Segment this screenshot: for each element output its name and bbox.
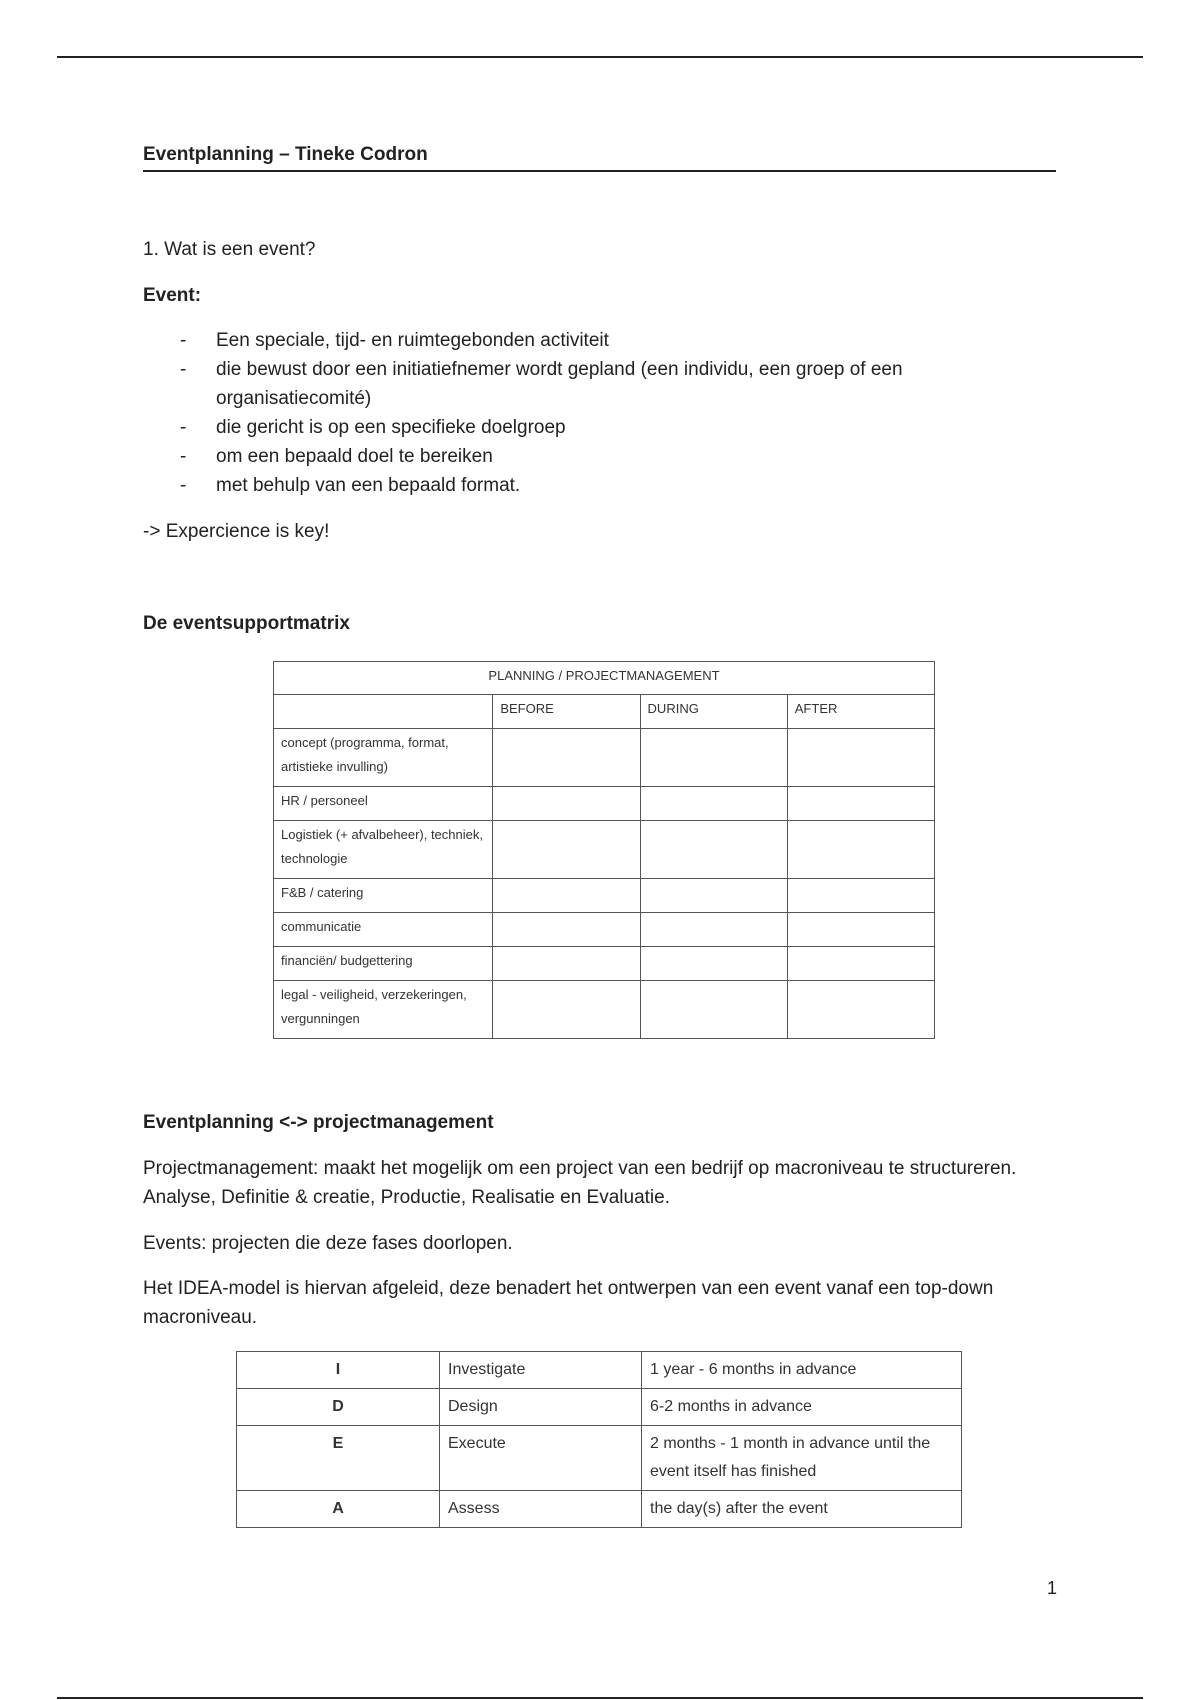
bullet-marker: - (180, 330, 187, 351)
question-heading: 1. Wat is een event? (143, 239, 316, 260)
table-row (274, 913, 935, 947)
bullet-marker: - (180, 359, 187, 380)
matrix-row-label: communicatie (274, 913, 493, 947)
matrix-cell (640, 913, 787, 947)
matrix-cell (640, 821, 787, 879)
idea-timing: 2 months - 1 month in advance until the event itself has finished (642, 1426, 962, 1491)
document-title: Eventplanning – Tineke Codron (143, 144, 1056, 172)
table-row (274, 821, 935, 879)
matrix-row-label: HR / personeel (274, 787, 493, 821)
idea-timing: 1 year - 6 months in advance (642, 1352, 962, 1389)
matrix-cell (787, 821, 934, 879)
matrix-cell (787, 879, 934, 913)
table-row (237, 1491, 962, 1528)
matrix-column-header: AFTER (787, 695, 934, 729)
matrix-row-label: financiën/ budgettering (274, 947, 493, 981)
matrix-header-cell: PLANNING / PROJECTMANAGEMENT (274, 662, 935, 695)
matrix-cell (493, 821, 640, 879)
event-definition-list (143, 326, 1056, 500)
matrix-cell (493, 879, 640, 913)
matrix-cell (787, 913, 934, 947)
matrix-row-label: Logistiek (+ afvalbeheer), techniek, technologie (274, 821, 493, 879)
matrix-cell (787, 729, 934, 787)
eventsupport-matrix-table (273, 661, 935, 1039)
table-row (237, 1426, 962, 1491)
bullet-marker: - (180, 475, 187, 496)
page-bottom-rule (57, 1697, 1143, 1699)
matrix-cell (640, 787, 787, 821)
matrix-cell (640, 729, 787, 787)
page-top-rule (57, 56, 1143, 58)
list-item: - Een speciale, tijd- en ruimtegebonden activiteit (143, 326, 1056, 355)
matrix-cell (787, 787, 934, 821)
matrix-row-label: F&B / catering (274, 879, 493, 913)
idea-phase: Investigate (440, 1352, 642, 1389)
matrix-cell (640, 981, 787, 1039)
matrix-column-header: DURING (640, 695, 787, 729)
table-row (274, 729, 935, 787)
matrix-heading: De eventsupportmatrix (143, 613, 350, 634)
table-row (274, 981, 935, 1039)
matrix-cell (787, 981, 934, 1039)
idea-model-table (236, 1351, 962, 1528)
list-item: - die gericht is op een specifieke doelgroep (143, 413, 1056, 442)
page-number: 1 (1047, 1578, 1058, 1598)
matrix-corner-cell (274, 695, 493, 729)
matrix-cell (787, 947, 934, 981)
idea-phase: Execute (440, 1426, 642, 1491)
idea-letter: D (237, 1389, 440, 1426)
table-row (274, 947, 935, 981)
event-label: Event: (143, 285, 202, 306)
idea-phase: Assess (440, 1491, 642, 1528)
table-row (274, 787, 935, 821)
matrix-cell (493, 947, 640, 981)
idea-model-paragraph: Het IDEA-model is hiervan afgeleid, deze benadert het ontwerpen van een event vanaf een top-down macroniveau. (143, 1278, 994, 1328)
list-item: - om een bepaald doel te bereiken (143, 442, 1056, 471)
events-paragraph: Events: projecten die deze fases doorlopen. (143, 1233, 513, 1254)
bullet-marker: - (180, 446, 187, 467)
projectmanagement-paragraph: Projectmanagement: maakt het mogelijk om een project van een bedrijf op macroniveau te structureren. Analyse, Definitie & creatie, Productie, Realisatie en Evaluatie. (143, 1158, 1017, 1208)
matrix-row-label: concept (programma, format, artistieke invulling) (274, 729, 493, 787)
idea-letter: I (237, 1352, 440, 1389)
matrix-cell (640, 879, 787, 913)
table-row (237, 1352, 962, 1389)
idea-letter: E (237, 1426, 440, 1491)
idea-timing: the day(s) after the event (642, 1491, 962, 1528)
matrix-cell (493, 913, 640, 947)
table-row (237, 1389, 962, 1426)
section2-heading: Eventplanning <-> projectmanagement (143, 1112, 494, 1133)
conclusion-text: -> Expercience is key! (143, 521, 330, 542)
matrix-column-header: BEFORE (493, 695, 640, 729)
matrix-cell (493, 729, 640, 787)
list-item: - die bewust door een initiatiefnemer wordt gepland (een individu, een groep of een organisatiecomité) (143, 355, 1056, 413)
matrix-cell (640, 947, 787, 981)
matrix-row-label: legal - veiligheid, verzekeringen, vergunningen (274, 981, 493, 1039)
idea-letter: A (237, 1491, 440, 1528)
idea-timing: 6-2 months in advance (642, 1389, 962, 1426)
table-row (274, 879, 935, 913)
idea-phase: Design (440, 1389, 642, 1426)
bullet-marker: - (180, 417, 187, 438)
matrix-cell (493, 981, 640, 1039)
list-item: - met behulp van een bepaald format. (143, 471, 1056, 500)
matrix-cell (493, 787, 640, 821)
